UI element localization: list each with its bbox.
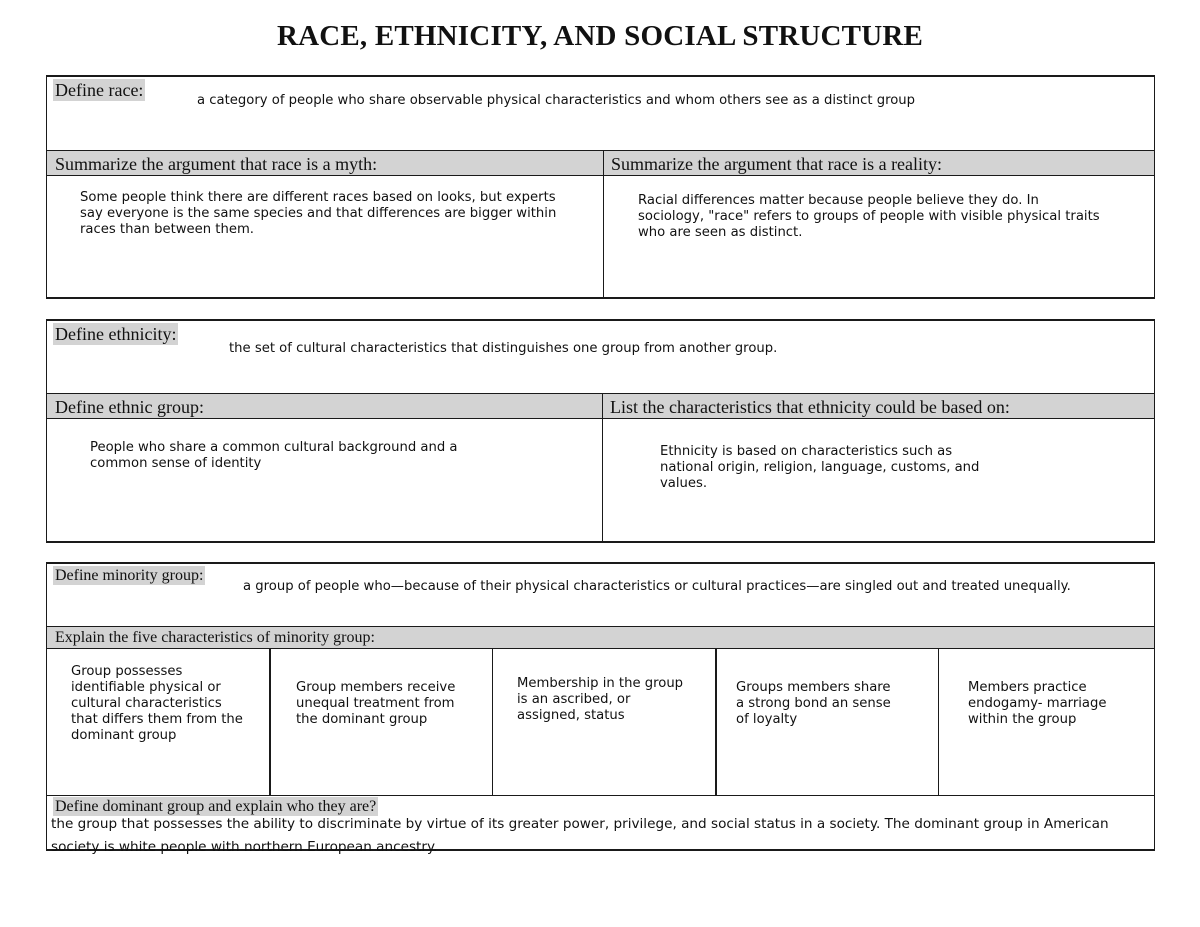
five-characteristics-label: Explain the five characteristics of minority group: <box>55 629 375 646</box>
minority-characteristic-3[interactable]: Membership in the group is an ascribed, or assigned, status <box>517 676 684 723</box>
race-reality-label: Summarize the argument that race is a reality: <box>611 154 943 174</box>
minority-definition[interactable]: a group of people who—because of their physical characteristics or cultural practices—are singled out and treated unequally. <box>243 579 1071 594</box>
ethnicity-definition[interactable]: the set of cultural characteristics that distinguishes one group from another group. <box>229 341 778 356</box>
ethnic-group-answer[interactable]: People who share a common cultural background and a common sense of identity <box>90 440 458 471</box>
page-title: RACE, ETHNICITY, AND SOCIAL STRUCTURE <box>276 20 924 52</box>
minority-characteristic-5[interactable]: Members practice endogamy- marriage within the group <box>968 680 1107 727</box>
race-myth-answer[interactable]: Some people think there are different races based on looks, but experts say everyone is the same species and that differences are bigger within races than between them. <box>80 190 557 237</box>
define-minority-label: Define minority group: <box>55 567 204 584</box>
ethnicity-characteristics-answer[interactable]: Ethnicity is based on characteristics such as national origin, religion, language, customs, and values. <box>660 444 980 491</box>
dominant-group-answer[interactable]: the group that possesses the ability to discriminate by virtue of its greater power, privilege, and social status in a society. The dominant group in American society is white people with northern European ancestry. <box>51 816 1109 855</box>
race-reality-answer[interactable]: Racial differences matter because people believe they do. In sociology, "race" refers to groups of people with visible physical traits who are seen as distinct. <box>638 193 1100 240</box>
dominant-group-label: Define dominant group and explain who they are? <box>55 798 377 815</box>
minority-characteristic-2[interactable]: Group members receive unequal treatment from the dominant group <box>296 680 456 727</box>
define-race-label: Define race: <box>55 80 144 100</box>
minority-characteristic-1[interactable]: Group possesses identifiable physical or cultural characteristics that differs them from the dominant group <box>71 664 243 743</box>
race-definition[interactable]: a category of people who share observable physical characteristics and whom others see as a distinct group <box>197 93 916 108</box>
race-myth-label: Summarize the argument that race is a myth: <box>55 154 378 174</box>
minority-characteristic-4[interactable]: Groups members share a strong bond an sense of loyalty <box>736 680 891 727</box>
ethnicity-characteristics-label: List the characteristics that ethnicity could be based on: <box>610 397 1010 417</box>
ethnic-group-label: Define ethnic group: <box>55 397 204 417</box>
define-ethnicity-label: Define ethnicity: <box>55 324 177 344</box>
